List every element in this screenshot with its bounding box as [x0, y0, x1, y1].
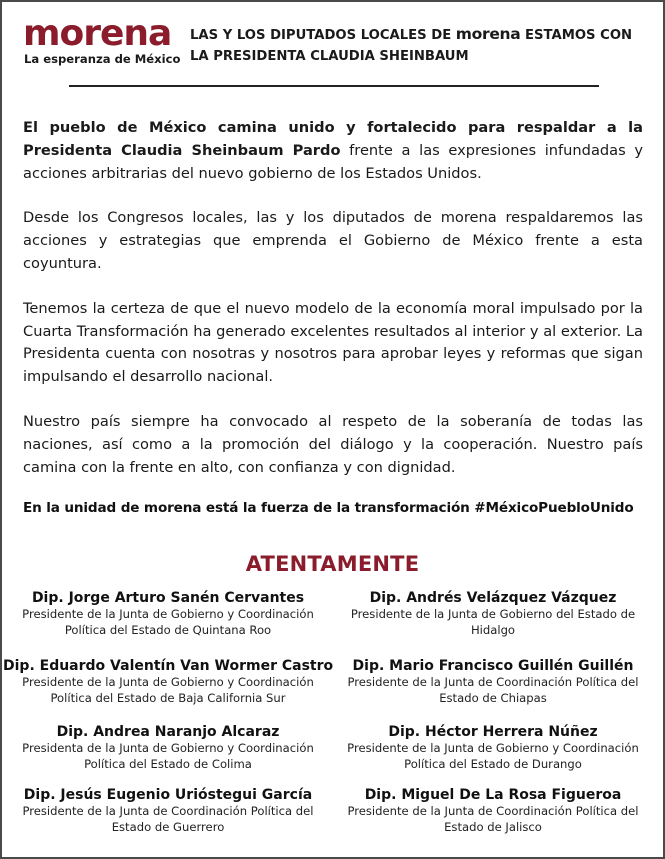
- headline-brand: morena: [455, 25, 521, 43]
- signatory-6: [328, 724, 658, 772]
- signatory-role: Presidente de la Junta de Gobierno del Estado de Hidalgo: [350, 607, 636, 637]
- signatory-name: Dip. Miguel De La Rosa Figueroa: [364, 787, 622, 803]
- signatory-8: [328, 787, 658, 835]
- signatory-role: Presidente de la Junta de Gobierno y Coordinación Política del Estado de Quintana Roo: [22, 607, 314, 637]
- header: [20, 13, 650, 76]
- signatory-role: Presidente de la Junta de Gobierno y Coordinación Política del Estado de Baja California Sur: [22, 675, 314, 705]
- signatory-role: Presidente de la Junta de Coordinación Política del Estado de Jalisco: [347, 804, 639, 834]
- signatory-role: Presidenta de la Junta de Gobierno y Coordinación Política del Estado de Colima: [22, 741, 314, 771]
- signatory-name: Dip. Jorge Arturo Sanén Cervantes: [31, 590, 305, 606]
- paragraph-1-rest: frente a las expresiones infundadas y acciones arbitrarias del nuevo gobierno de los Estados Unidos.: [23, 141, 643, 182]
- signatory-4: [328, 658, 658, 706]
- signatory-name: Dip. Andrea Naranjo Alcaraz: [56, 724, 280, 740]
- signatory-5: [3, 724, 333, 772]
- closing-title: ATENTAMENTE: [245, 552, 420, 576]
- paragraph-1-bold: El pueblo de México camina unido y fortalecido para respaldar a la Presidenta Claudia Sheinbaum Pardo: [23, 119, 643, 159]
- signatory-7: [3, 787, 333, 835]
- paragraph-1: [23, 117, 643, 185]
- paragraph-4: Nuestro país siempre ha convocado al respeto de la soberanía de todas las naciones, así como a la promoción del diálogo y la cooperación. Nuestro país camina con la frente en alto, con confianza y con dignidad.: [23, 412, 643, 476]
- logo-tagline: La esperanza de México: [24, 52, 181, 66]
- statement-body: [23, 117, 643, 501]
- signatory-name: Dip. Andrés Velázquez Vázquez: [369, 590, 617, 606]
- headline-post: ESTAMOS CON LA PRESIDENTA CLAUDIA SHEINBAUM: [190, 28, 633, 64]
- signatory-name: Dip. Jesús Eugenio Urióstegui García: [23, 787, 313, 803]
- morena-logo: morena: [23, 13, 172, 54]
- header-divider: [69, 85, 599, 87]
- paragraph-2: Desde los Congresos locales, las y los diputados de morena respaldaremos las acciones y estrategias que emprenda el Gobierno de México frente a esta coyuntura.: [23, 209, 643, 272]
- signatory-role: Presidente de la Junta de Coordinación Política del Estado de Guerrero: [22, 804, 314, 834]
- signatory-name: Dip. Mario Francisco Guillén Guillén: [352, 658, 634, 674]
- headline: [190, 24, 652, 67]
- signatory-name: Dip. Eduardo Valentín Van Wormer Castro: [3, 658, 334, 674]
- signatory-role: Presidente de la Junta de Gobierno y Coordinación Política del Estado de Durango: [347, 741, 639, 771]
- signatory-3: [3, 658, 333, 706]
- paragraph-3: Tenemos la certeza de que el nuevo modelo de la economía moral impulsado por la Cuarta Transformación ha generado excelentes resultados al interior y al exterior. La Presidenta cuenta con nosotras y nosotros para aprobar leyes y reformas que sigan impulsando el desarrollo nacional.: [23, 299, 643, 386]
- headline-pre: LAS Y LOS DIPUTADOS LOCALES DE: [190, 28, 456, 43]
- signatory-1: [3, 590, 333, 638]
- signatory-role: Presidente de la Junta de Coordinación Política del Estado de Chiapas: [347, 675, 639, 705]
- slogan: En la unidad de morena está la fuerza de la transformación #MéxicoPuebloUnido: [23, 500, 634, 516]
- signatory-2: [328, 590, 658, 638]
- signatory-name: Dip. Héctor Herrera Núñez: [388, 724, 598, 740]
